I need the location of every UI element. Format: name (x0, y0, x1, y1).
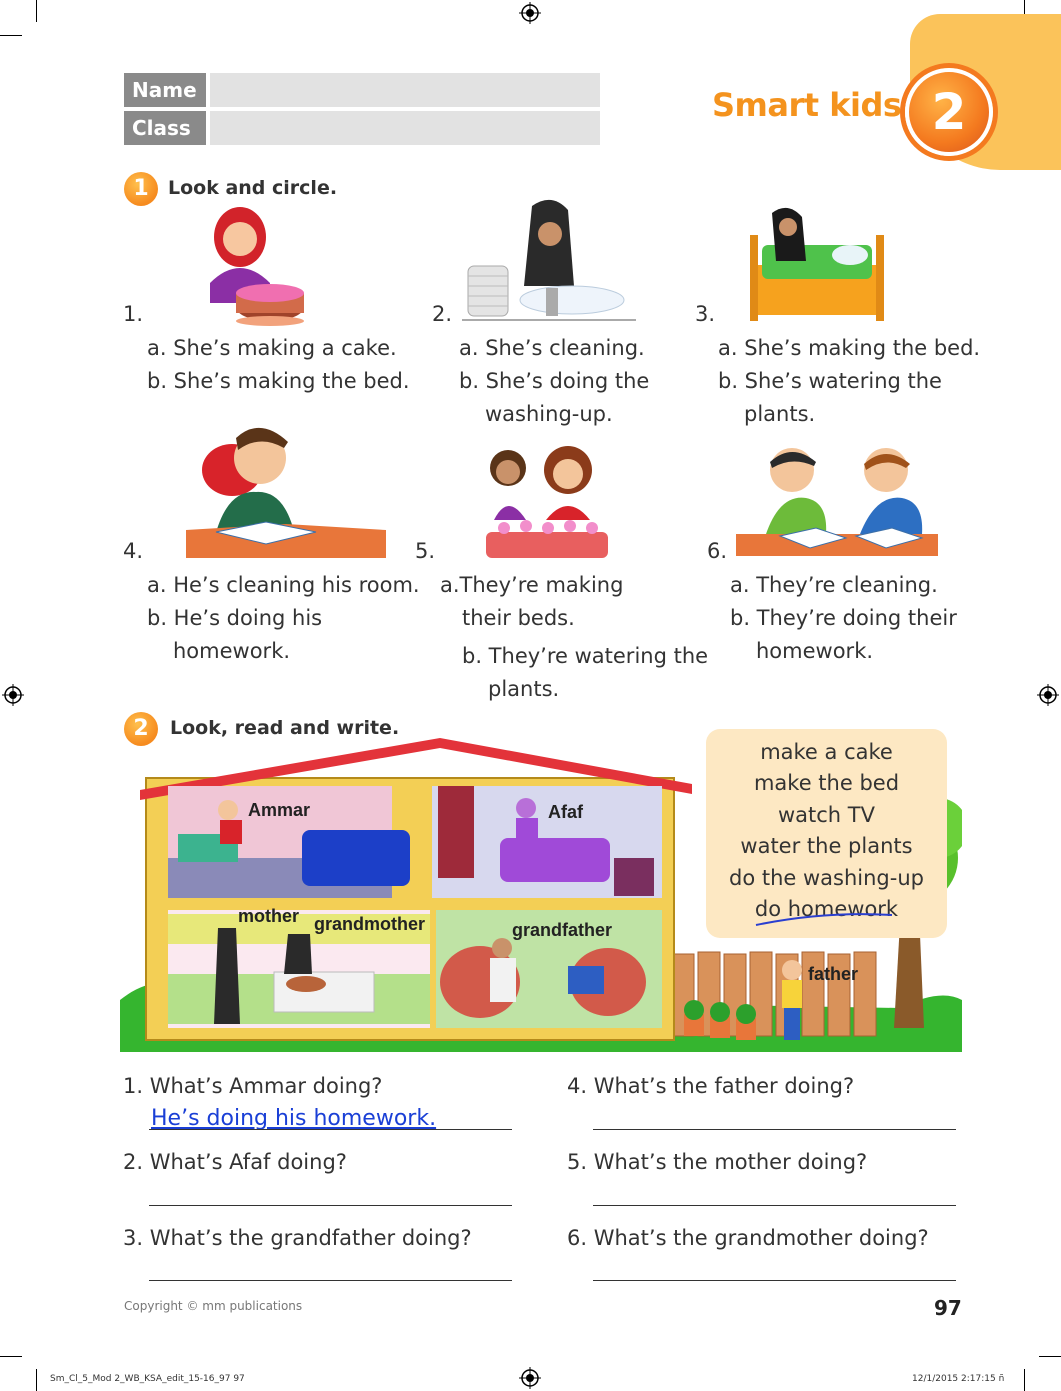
crop-mark (36, 1369, 37, 1391)
crop-mark (0, 35, 22, 36)
item-3-option-b[interactable]: b. She’s watering the (718, 369, 942, 393)
strike-through-mark (754, 909, 894, 929)
page-title: Smart kids (712, 86, 902, 124)
question-1: 1. What’s Ammar doing? (123, 1074, 383, 1098)
item-3-option-b-cont[interactable]: plants. (744, 402, 816, 426)
registration-mark-icon (519, 1367, 541, 1389)
crop-mark (1024, 1369, 1025, 1391)
item-5-option-a-cont[interactable]: their beds. (462, 606, 575, 630)
item-6-number: 6. (707, 539, 728, 563)
item-4-option-a[interactable]: a. He’s cleaning his room. (147, 573, 420, 597)
label-afaf: Afaf (548, 802, 583, 822)
section-2-title: Look, read and write. (170, 717, 400, 739)
question-6: 6. What’s the grandmother doing? (567, 1226, 929, 1250)
word-box-item: watch TV (777, 803, 875, 827)
item-5-option-b[interactable]: b. They’re watering the (462, 644, 709, 668)
section-1-number: 1 (124, 172, 158, 206)
answer-line-5[interactable] (593, 1205, 956, 1206)
word-box-item: make the bed (753, 771, 900, 795)
copyright-notice: Copyright © mm publications (124, 1299, 303, 1313)
name-field[interactable] (210, 73, 600, 107)
word-box-item: do homework (754, 897, 899, 921)
item-1-option-a[interactable]: a. She’s making a cake. (147, 336, 397, 360)
item-5-option-a[interactable]: a.They’re making (440, 573, 624, 597)
item-6-option-b[interactable]: b. They’re doing their (730, 606, 957, 630)
module-badge: 2 (905, 68, 993, 156)
answer-line-6[interactable] (593, 1280, 956, 1281)
label-ammar: Ammar (248, 800, 311, 820)
crop-mark (36, 0, 37, 22)
item-4-option-b-cont[interactable]: homework. (173, 639, 291, 663)
crop-mark (0, 1356, 22, 1357)
item-6-option-a[interactable]: a. They’re cleaning. (730, 573, 938, 597)
answer-line-4[interactable] (593, 1129, 956, 1130)
question-3: 3. What’s the grandfather doing? (123, 1226, 472, 1250)
item-6-option-b-cont[interactable]: homework. (756, 639, 874, 663)
registration-mark-icon (2, 684, 24, 706)
item-1-number: 1. (123, 302, 144, 326)
item-4-number: 4. (123, 539, 144, 563)
item-5-option-b-cont[interactable]: plants. (488, 677, 560, 701)
answer-line-3[interactable] (149, 1280, 512, 1281)
answer-line-1[interactable] (149, 1129, 512, 1130)
question-5: 5. What’s the mother doing? (567, 1150, 868, 1174)
class-field[interactable] (210, 111, 600, 145)
word-box-item: do the washing-up (729, 866, 924, 890)
label-father: father (808, 964, 859, 984)
girl-making-bed-illustration (750, 205, 884, 325)
item-4-option-b[interactable]: b. He’s doing his (147, 606, 323, 630)
registration-mark-icon (1037, 684, 1059, 706)
item-3-number: 3. (695, 302, 716, 326)
item-2-number: 2. (432, 302, 453, 326)
item-5-number: 5. (415, 539, 436, 563)
label-mother: mother (238, 906, 300, 926)
class-label: Class (124, 111, 206, 145)
section-1-title: Look and circle. (168, 177, 338, 199)
answer-line-2[interactable] (149, 1205, 512, 1206)
word-box (706, 729, 947, 938)
crop-mark (1039, 1356, 1061, 1357)
registration-mark-icon (519, 2, 541, 24)
slug-date: 12/1/2015 2:17:15 ñ (912, 1374, 1005, 1384)
page-number: 97 (934, 1296, 962, 1320)
item-3-option-a[interactable]: a. She’s making the bed. (718, 336, 981, 360)
woman-washing-up-illustration (462, 196, 636, 322)
item-2-option-b[interactable]: b. She’s doing the (459, 369, 650, 393)
item-1-option-b[interactable]: b. She’s making the bed. (147, 369, 410, 393)
answer-1[interactable]: He’s doing his homework. (151, 1106, 437, 1131)
word-box-item: make a cake (760, 740, 893, 764)
girl-making-cake-illustration (200, 203, 312, 327)
item-2-option-b-cont[interactable]: washing-up. (485, 402, 613, 426)
question-2: 2. What’s Afaf doing? (123, 1150, 347, 1174)
label-grandmother: grandmother (314, 914, 426, 934)
slug-filename: Sm_Cl_5_Mod 2_WB_KSA_edit_15-16_97 97 (50, 1374, 245, 1384)
question-4: 4. What’s the father doing? (567, 1074, 855, 1098)
item-2-option-a[interactable]: a. She’s cleaning. (459, 336, 645, 360)
label-grandfather: grandfather (512, 920, 613, 940)
word-box-item: water the plants (740, 834, 913, 858)
boys-doing-homework-illustration (736, 442, 938, 556)
girls-watering-plants-illustration (480, 440, 614, 564)
boy-doing-homework-illustration (186, 420, 396, 558)
section-2-number: 2 (124, 712, 158, 746)
name-label: Name (124, 73, 206, 107)
